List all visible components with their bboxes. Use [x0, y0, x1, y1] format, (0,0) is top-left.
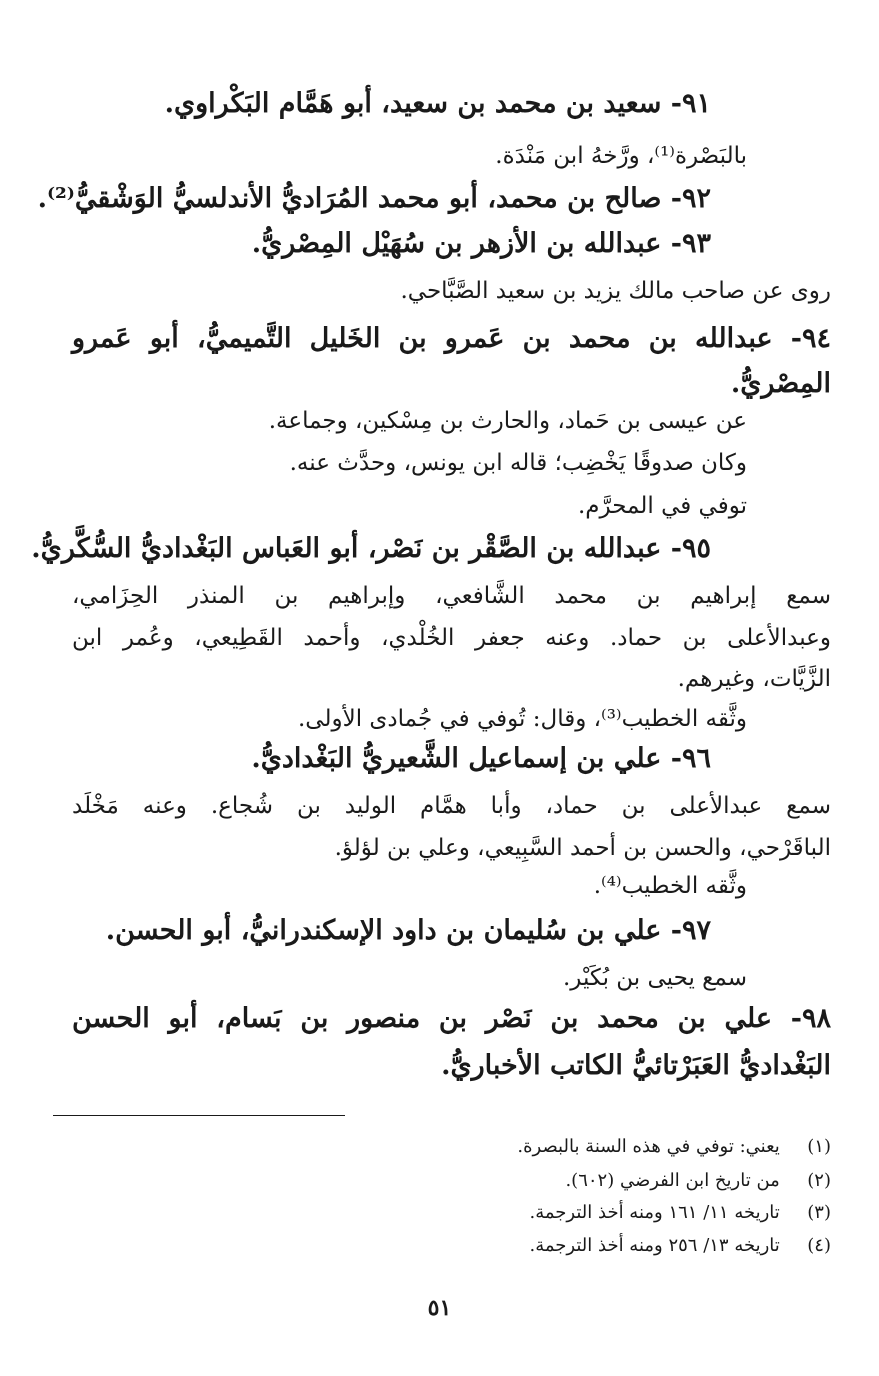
entry-95-heading: ٩٥- عبدالله بن الصَّقْر بن نَصْر، أبو العَباس البَغْداديُّ السُّكَّريُّ.	[31, 533, 711, 564]
entry-96-text-line1: سمع عبدالأعلى بن حماد، وأبا همَّام الوليد بن شُجاع. وعنه مَخْلَد	[72, 793, 831, 819]
footnote-separator	[53, 1115, 345, 1116]
footnote-1-mark: (١)	[807, 1136, 831, 1157]
entry-94-text-3: توفي في المحرَّم.	[577, 493, 747, 519]
entry-94-text-1: عن عيسى بن حَماد، والحارث بن مِسْكين، وجماعة.	[268, 408, 747, 434]
entry-96-text-line2: الباقَرْحي، والحسن بن أحمد السَّبِيعي، وعلي بن لؤلؤ.	[334, 835, 831, 861]
entry-95-text-line1: سمع إبراهيم بن محمد الشَّافعي، وإبراهيم بن المنذر الحِزَامي،	[72, 583, 831, 609]
footnote-1-text: يعني: توفي في هذه السنة بالبصرة.	[517, 1136, 780, 1157]
footnote-4-mark: (٤)	[807, 1235, 831, 1256]
footnote-4-text: تاريخه ١٣/ ٢٥٦ ومنه أخذ الترجمة.	[529, 1235, 780, 1256]
footnote-2-text: من تاريخ ابن الفرضي (٦٠٢).	[565, 1170, 780, 1191]
footnote-3-text: تاريخه ١١/ ١٦١ ومنه أخذ الترجمة.	[529, 1202, 780, 1223]
entry-91-heading: ٩١- سعيد بن محمد بن سعيد، أبو هَمَّام البَكْراوي.	[164, 88, 711, 119]
entry-96-text-3: وثَّقه الخطيب⁽⁴⁾.	[593, 873, 747, 899]
entry-97-heading: ٩٧- علي بن سُليمان بن داود الإسكندرانيُّ، أبو الحسن.	[105, 915, 711, 946]
entry-97-text: سمع يحيى بن بُكَيْر.	[562, 965, 747, 991]
entry-93-heading: ٩٣- عبدالله بن الأزهر بن سُهَيْل المِصْريُّ.	[251, 228, 711, 259]
footnote-1	[517, 1136, 831, 1157]
footnote-3	[530, 1202, 831, 1223]
entry-98-heading-line1: ٩٨- علي بن محمد بن نَصْر بن منصور بن بَسام، أبو الحسن	[72, 1003, 831, 1034]
entry-91-text: بالبَصْرة⁽¹⁾، ورَّخهُ ابن مَنْدَة.	[495, 143, 747, 169]
entry-96-heading: ٩٦- علي بن إسماعيل الشَّعيريُّ البَغْداديُّ.	[251, 743, 711, 774]
footnote-4	[530, 1235, 831, 1256]
footnote-2	[565, 1170, 831, 1191]
entry-95-text-4: وثَّقه الخطيب⁽³⁾، وقال: تُوفي في جُمادى الأولى.	[298, 706, 747, 732]
page-number: ٥١	[427, 1295, 452, 1321]
entry-94-heading-line1: ٩٤- عبدالله بن محمد بن عَمرو بن الخَليل التَّميميُّ، أبو عَمرو	[72, 323, 831, 354]
entry-93-text: روى عن صاحب مالك يزيد بن سعيد الصَّبَّاحي.	[400, 278, 831, 304]
footnote-2-mark: (٢)	[807, 1170, 831, 1191]
entry-94-text-2: وكان صدوقًا يَخْضِب؛ قاله ابن يونس، وحدَّث عنه.	[289, 450, 747, 476]
entry-95-text-line3: الزَّيَّات، وغيرهم.	[677, 666, 831, 692]
entry-92-heading: ٩٢- صالح بن محمد، أبو محمد المُرَاديُّ الأندلسيُّ الوَشْقيُّ⁽²⁾.	[37, 183, 711, 214]
footnote-3-mark: (٣)	[807, 1202, 831, 1223]
entry-98-heading-line2: البَغْداديُّ العَبَرْتائيُّ الكاتب الأخباريُّ.	[441, 1050, 831, 1081]
entry-95-text-line2: وعبدالأعلى بن حماد. وعنه جعفر الخُلْدي، وأحمد القَطِيعي، وعُمر ابن	[72, 625, 831, 651]
entry-94-heading-line2: المِصْريُّ.	[730, 368, 831, 399]
